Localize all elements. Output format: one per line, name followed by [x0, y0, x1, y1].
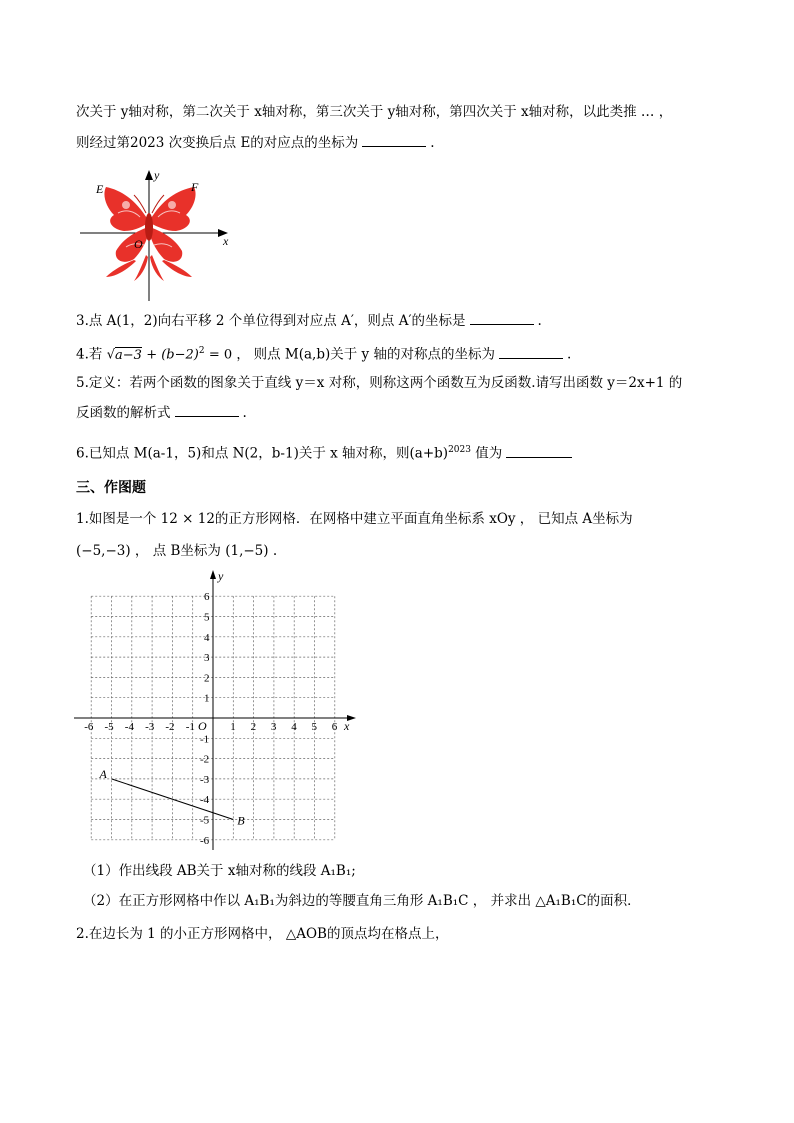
problem-1-line2: (−5,−3) ， 点 B坐标为 (1,−5) .	[76, 543, 278, 559]
butterfly-wings	[104, 187, 195, 281]
problem-1-line1: 1.如图是一个 12 × 12的正方形网格．在网格中建立平面直角坐标系 xOy ， 已知点 A坐标为	[76, 511, 633, 527]
point-b-label: B	[237, 813, 245, 828]
y-tick-label: 3	[204, 652, 210, 665]
answer-blank[interactable]	[470, 312, 534, 325]
x-tick-label: -1	[185, 721, 195, 733]
y-tick-label: -1	[200, 733, 210, 746]
x-tick-label: -6	[84, 721, 94, 733]
x-tick-label: -3	[145, 721, 155, 733]
section-title: 三、作图题	[76, 480, 146, 496]
grid-origin-label: O	[198, 719, 207, 733]
sub-question-1: （1）作出线段 AB关于 x轴对称的线段 A₁B₁;	[83, 863, 356, 879]
question-3: 3.点 A(1，2)向右平移 2 个单位得到对应点 A′，则点 A′的坐标是 .	[76, 313, 542, 329]
butterfly-figure	[76, 165, 236, 305]
answer-blank[interactable]	[175, 404, 239, 417]
question-5-line2: 反函数的解析式 .	[76, 405, 247, 421]
axis-y-label: y	[154, 168, 160, 182]
grid-y-label: y	[218, 569, 224, 583]
x-tick-label: -5	[104, 721, 114, 733]
answer-blank[interactable]	[499, 346, 563, 359]
problem-2: 2.在边长为 1 的小正方形网格中， △AOB的顶点均在格点上，	[76, 926, 449, 942]
y-tick-label: -6	[200, 834, 210, 847]
axis-x-label: x	[223, 234, 229, 248]
sub-question-2: （2）在正方形网格中作以 A₁B₁为斜边的等腰直角三角形 A₁B₁C ， 并求出 △A₁B₁C的面积．	[83, 893, 641, 909]
coordinate-grid-figure	[70, 566, 360, 856]
point-a-label: A	[99, 766, 107, 781]
y-axis-arrow	[210, 570, 216, 579]
y-tick-label: 5	[204, 611, 210, 624]
y-tick-label: -2	[200, 753, 210, 766]
x-tick-labels	[84, 721, 338, 733]
point-f-label: F	[191, 180, 199, 194]
origin-label: O	[134, 237, 143, 251]
question-5-line1: 5.定义：若两个函数的图象关于直线 y＝x 对称，则称这两个函数互为反函数.请写出函数 y＝2x+1 的	[76, 375, 683, 391]
x-tick-label: 6	[331, 721, 338, 733]
x-tick-label: 3	[270, 721, 277, 733]
y-tick-label: -3	[200, 773, 210, 786]
y-tick-label: -5	[200, 814, 210, 827]
question-6: 6.已知点 M(a-1，5)和点 N(2，b-1)关于 x 轴对称，则$(a+b)^{2023}$ 值为	[76, 441, 576, 463]
x-tick-label: 2	[250, 721, 257, 733]
question-continuation-line2: 则经过第2023 次变换后点 E的对应点的坐标为 .	[76, 135, 435, 151]
y-tick-label: -4	[200, 794, 210, 807]
grid-x-label: x	[344, 719, 350, 733]
y-tick-label: 4	[204, 631, 210, 644]
question-4: 4.若 $√a-3 + (b-2)^2 = 0$ ， 则点 M(a,b)关于 y 轴的对称点的坐标为 .	[76, 346, 572, 363]
x-tick-label: 4	[291, 721, 297, 733]
x-tick-label: 1	[230, 721, 236, 733]
answer-blank[interactable]	[506, 445, 572, 458]
y-tick-label: 1	[204, 692, 210, 705]
answer-blank[interactable]	[362, 134, 426, 147]
x-tick-label: 5	[311, 721, 317, 733]
question-continuation-line1: 次关于 y轴对称，第二次关于 x轴对称，第三次关于 y轴对称，第四次关于 x轴对称，以此类推 … ，	[76, 104, 673, 120]
point-e-label: E	[96, 182, 104, 196]
x-tick-label: -4	[124, 721, 134, 733]
y-tick-label: 6	[204, 591, 210, 604]
y-tick-label: 2	[204, 672, 210, 685]
x-tick-label: -2	[165, 721, 175, 733]
